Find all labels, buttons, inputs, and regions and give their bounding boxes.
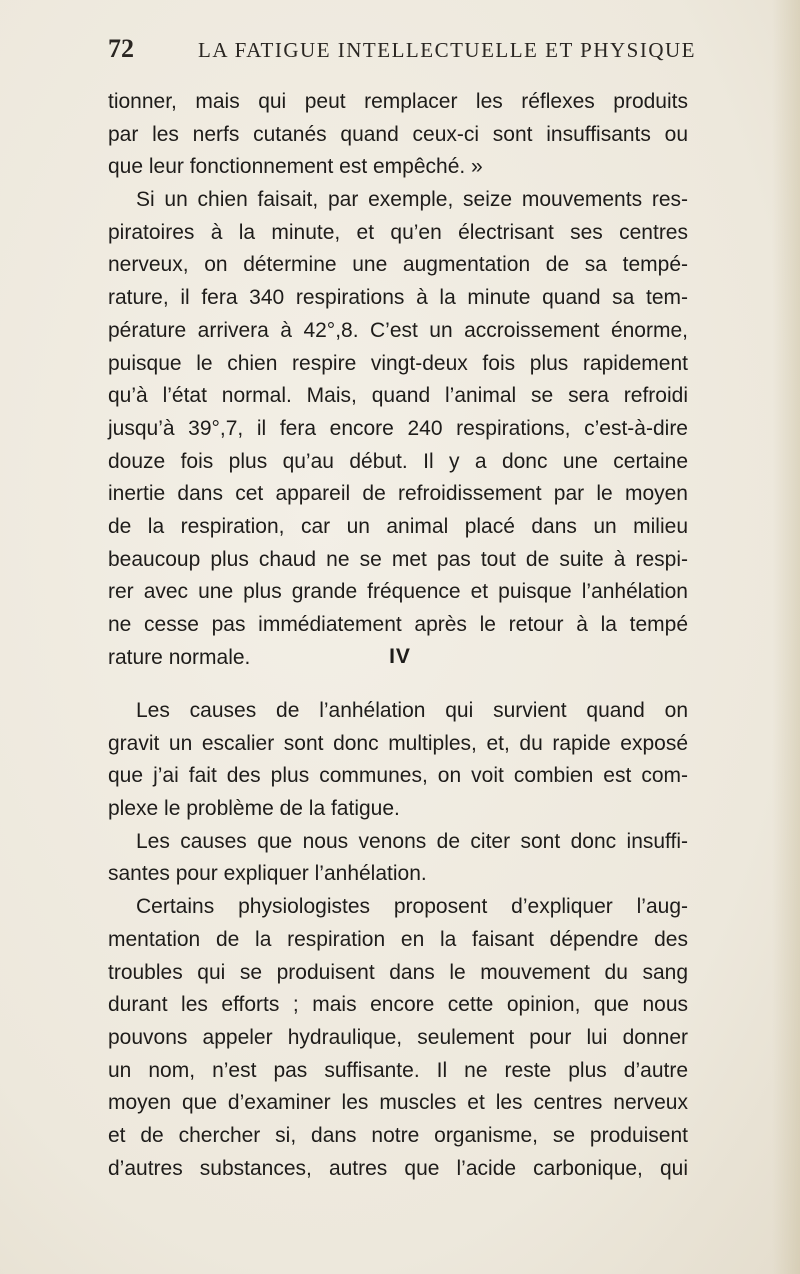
text-line: inertie dans cet appareil de refroidissement par le moyen: [108, 482, 688, 506]
text-line: rer avec une plus grande fréquence et puisque l’anhélation: [108, 580, 688, 604]
text-line: pouvons appeler hydraulique, seulement pour lui donner: [108, 1025, 688, 1049]
page-edge-shadow: [772, 0, 800, 1274]
text-line: Les causes de l’anhélation qui survient quand on: [136, 699, 688, 722]
text-line: plexe le problème de la fatigue.: [108, 797, 400, 821]
text-line: moyen que d’examiner les muscles et les centres nerveux: [108, 1091, 688, 1115]
text-line: qu’à l’état normal. Mais, quand l’animal se sera refroidi: [108, 384, 688, 408]
page-number: 72: [108, 34, 134, 63]
text-line: puisque le chien respire vingt-deux fois plus rapidement: [108, 351, 688, 375]
text-line: d’autres substances, autres que l’acide carbonique, qui: [108, 1156, 688, 1180]
text-line: santes pour expliquer l’anhélation.: [108, 862, 427, 886]
text-line: Les causes que nous venons de citer sont donc insuffi-: [136, 829, 688, 853]
paragraph: [108, 184, 688, 674]
text-line: jusqu’à 39°,7, il fera encore 240 respirations, c’est-à-dire: [108, 416, 688, 440]
text-line: que leur fonctionnement est empêché. »: [108, 155, 483, 179]
text-line: de la respiration, car un animal placé dans un milieu: [108, 514, 688, 538]
paragraph: [108, 826, 688, 891]
text-line: Si un chien faisait, par exemple, seize mouvements res-: [136, 188, 688, 212]
paragraph: [108, 86, 688, 184]
text-line: douze fois plus qu’au début. Il y a donc une certaine: [108, 449, 688, 473]
text-block-bottom: [108, 695, 688, 1185]
text-line: piratoires à la minute, et qu’en électrisant ses centres: [108, 220, 688, 244]
text-line: et de chercher si, dans notre organisme, se produisent: [108, 1123, 688, 1147]
page-header: [108, 34, 696, 74]
section-heading: IV: [389, 645, 411, 668]
text-line: un nom, n’est pas suffisante. Il ne reste plus d’autre: [108, 1058, 688, 1082]
text-block-top: [108, 86, 688, 674]
text-line: gravit un escalier sont donc multiples, et, du rapide exposé: [108, 731, 688, 755]
text-line: par les nerfs cutanés quand ceux-ci sont insuffisants ou: [108, 122, 688, 146]
running-title: LA FATIGUE INTELLECTUELLE ET PHYSIQUE: [198, 38, 696, 62]
paragraph: [108, 695, 688, 826]
text-line: pérature arrivera à 42°,8. C’est un accroissement énorme,: [108, 318, 688, 342]
text-line: beaucoup plus chaud ne se met pas tout de suite à respi-: [108, 547, 688, 571]
text-line: tionner, mais qui peut remplacer les réflexes produits: [108, 90, 688, 113]
text-line: troubles qui se produisent dans le mouvement du sang: [108, 960, 688, 984]
text-line: ne cesse pas immédiatement après le retour à la tempé: [108, 613, 688, 636]
paragraph: [108, 891, 688, 1185]
text-line: mentation de la respiration en la faisant dépendre des: [108, 927, 688, 951]
text-line: Certains physiologistes proposent d’expliquer l’aug-: [136, 895, 688, 919]
text-line: rature, il fera 340 respirations à la minute quand sa tem-: [108, 286, 688, 310]
text-line: durant les efforts ; mais encore cette opinion, que nous: [108, 993, 688, 1017]
text-line: que j’ai fait des plus communes, on voit combien est com-: [108, 764, 688, 788]
text-line: nerveux, on détermine une augmentation de sa tempé-: [108, 253, 688, 277]
text-line: rature normale.: [108, 645, 251, 669]
